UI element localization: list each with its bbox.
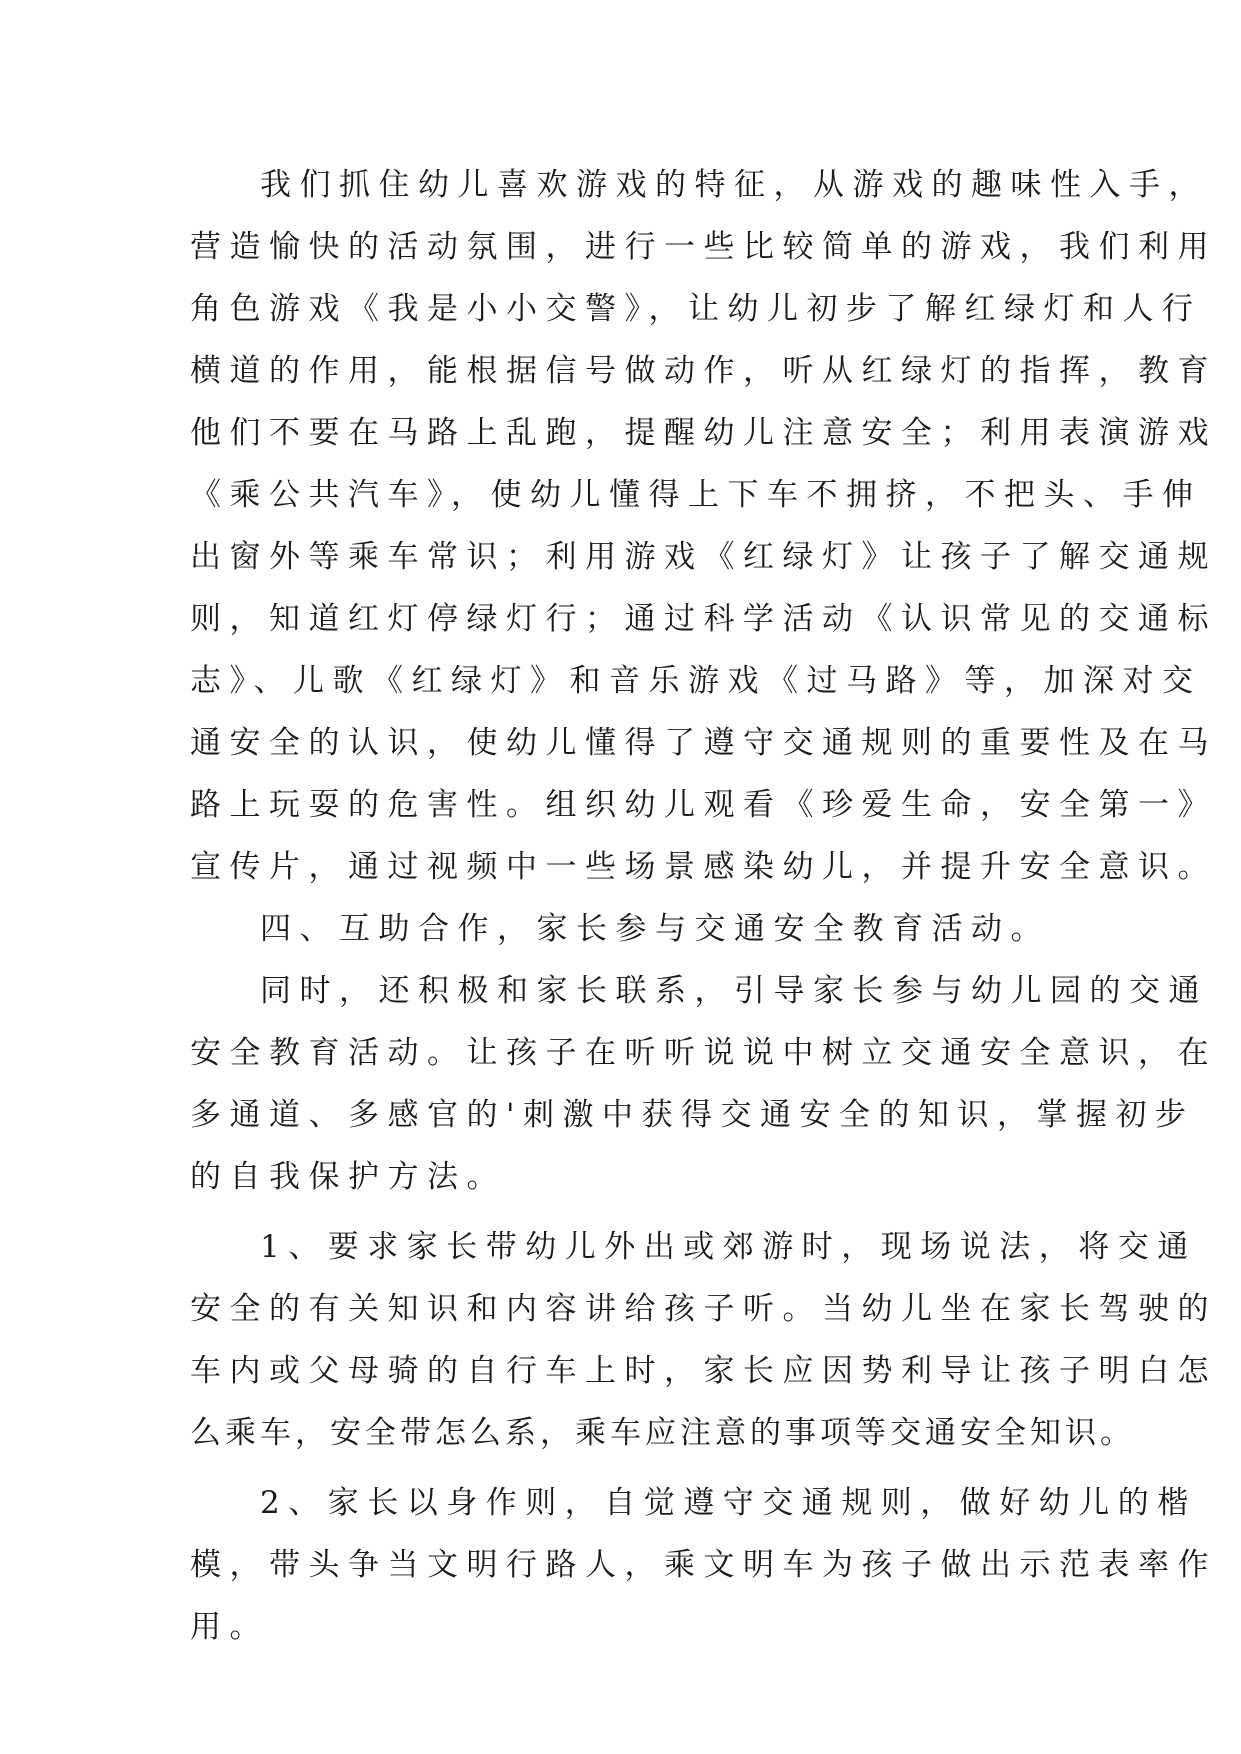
text-line: 出窗外等乘车常识；利用游戏《红绿灯》让孩子了解交通规 xyxy=(190,539,1217,575)
paragraph-item-1 xyxy=(190,1216,1217,1464)
text-line: 则，知道红灯停绿灯行；通过科学活动《认识常见的交通标 xyxy=(190,601,1217,637)
document-body xyxy=(190,154,1217,1658)
text-line: 通安全的认识，使幼儿懂得了遵守交通规则的重要性及在马 xyxy=(190,725,1217,761)
text-line: 宣传片，通过视频中一些场景感染幼儿，并提升安全意识。 xyxy=(190,849,1217,885)
text-line: 1、要求家长带幼儿外出或郊游时，现场说法，将交通 xyxy=(260,1229,1197,1265)
text-line: 我们抓住幼儿喜欢游戏的特征，从游戏的趣味性入手， xyxy=(260,167,1208,203)
text-line: 横道的作用，能根据信号做动作，听从红绿灯的指挥，教育 xyxy=(190,353,1217,389)
paragraph-item-2 xyxy=(190,1472,1217,1658)
paragraph-parent-contact xyxy=(190,960,1217,1208)
section-heading-parent-cooperation xyxy=(190,898,1070,960)
text-line: 的自我保护方法。 xyxy=(190,1159,506,1195)
text-line: 安全的有关知识和内容讲给孩子听。当幼儿坐在家长驾驶的 xyxy=(190,1291,1217,1327)
text-line: 2、家长以身作则，自觉遵守交通规则，做好幼儿的楷 xyxy=(260,1485,1197,1521)
text-line: 么乘车，安全带怎么系，乘车应注意的事项等交通安全知识。 xyxy=(190,1415,1135,1451)
text-line: 志》、儿歌《红绿灯》和音乐游戏《过马路》等，加深对交 xyxy=(190,663,1202,699)
paragraph-game-activities xyxy=(190,154,1217,898)
text-line: 安全教育活动。让孩子在听听说说中树立交通安全意识，在 xyxy=(190,1035,1217,1071)
text-line: 路上玩耍的危害性。组织幼儿观看《珍爱生命，安全第一》 xyxy=(190,787,1217,823)
text-line: 用。 xyxy=(190,1609,269,1645)
text-line: 角色游戏《我是小小交警》，让幼儿初步了解红绿灯和人行 xyxy=(190,291,1202,327)
text-line: 模，带头争当文明行路人，乘文明车为孩子做出示范表率作 xyxy=(190,1547,1217,1583)
text-line: 四、互助合作，家长参与交通安全教育活动。 xyxy=(260,911,1050,947)
text-line: 他们不要在马路上乱跑，提醒幼儿注意安全；利用表演游戏 xyxy=(190,415,1217,451)
paragraph-spacer xyxy=(190,1208,1070,1216)
text-line: 多通道、多感官的'刺激中获得交通安全的知识，掌握初步 xyxy=(190,1097,1195,1133)
text-line: 同时，还积极和家长联系，引导家长参与幼儿园的交通 xyxy=(260,973,1208,1009)
text-line: 营造愉快的活动氛围，进行一些比较简单的游戏，我们利用 xyxy=(190,229,1217,265)
paragraph-spacer xyxy=(190,1464,1070,1472)
text-line: 《乘公共汽车》，使幼儿懂得上下车不拥挤，不把头、手伸 xyxy=(190,477,1202,513)
text-line: 车内或父母骑的自行车上时，家长应因势利导让孩子明白怎 xyxy=(190,1353,1217,1389)
